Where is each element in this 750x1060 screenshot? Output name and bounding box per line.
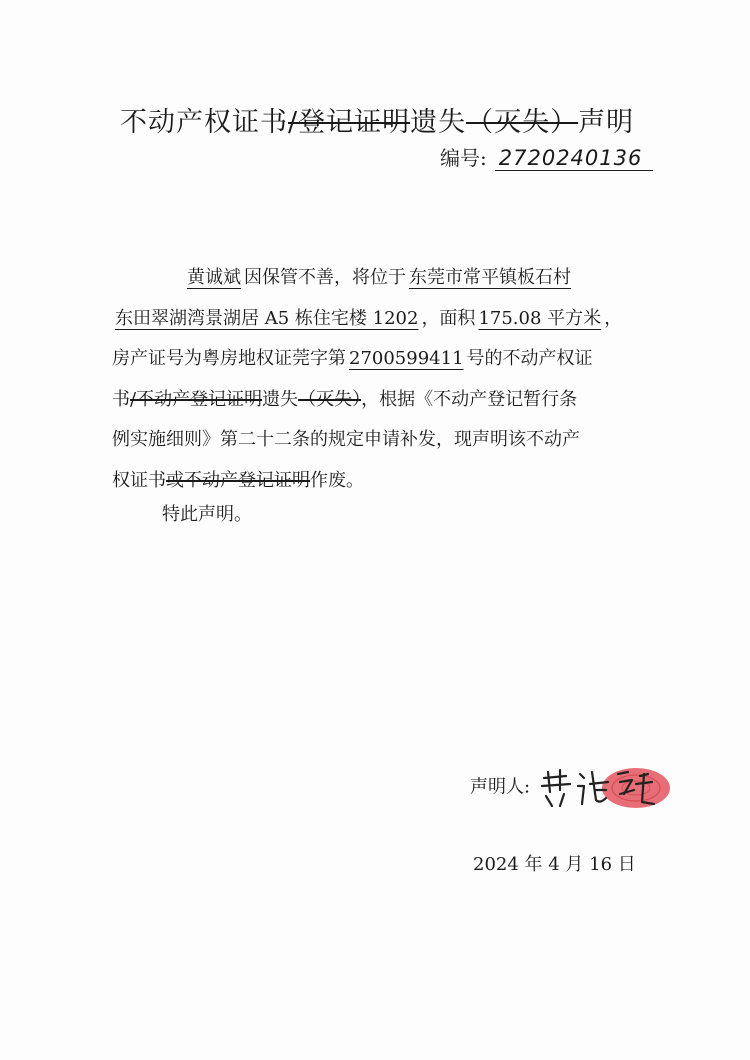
area-value: 175.08 平方米 — [478, 307, 602, 329]
address-part-2: 东田翠湖湾景湖居 A5 栋住宅楼 1202 — [115, 307, 419, 329]
number-label: 编号: — [440, 146, 487, 170]
signature-label: 声明人: — [470, 776, 531, 798]
number-value: 2720240136 — [495, 146, 653, 171]
body-line-4 — [112, 380, 642, 421]
body-text-8: ，根据《不动产登记暂行条 — [361, 388, 578, 410]
certificate-number: 2700599411 — [349, 348, 464, 369]
body-text-11: 作废。 — [310, 469, 364, 491]
title-part-declaration: 声明 — [578, 107, 635, 138]
body-text-6: 书 — [112, 388, 130, 410]
title-part-certificate: 不动产权证书 — [120, 107, 288, 138]
body-text-9: 例实施细则》第二十二条的规定申请补发，现声明该不动产 — [112, 429, 580, 450]
body-text-2: ，面积 — [421, 307, 476, 329]
closing-statement: 特此声明。 — [162, 504, 252, 525]
body-text-10: 权证书 — [112, 469, 166, 491]
handwritten-signature — [536, 760, 676, 815]
title-struck-registration: /登记证明 — [288, 107, 411, 138]
body-line-3 — [112, 339, 642, 380]
page-title — [120, 100, 634, 139]
declaration-date: 2024 年 4 月 16 日 — [473, 854, 636, 875]
body-text-1: 因保管不善，将位于 — [244, 267, 406, 288]
signature-image — [536, 760, 676, 815]
signature-row — [470, 760, 676, 815]
body-text-3: ， — [604, 307, 623, 329]
address-part-1: 东莞市常平镇板石村 — [409, 267, 571, 288]
struck-destroyed: （灭失） — [298, 388, 362, 410]
declarant-name: 黄诚斌 — [187, 267, 241, 288]
body-line-1 — [112, 258, 642, 299]
struck-registration-1: /不动产登记证明 — [130, 388, 263, 410]
body-text-4: 房产证号为粤房地权证莞字第 — [112, 348, 346, 369]
body-line-2 — [112, 299, 642, 340]
body-text-5: 号的不动产权证 — [466, 348, 593, 369]
body-text-7: 遗失 — [262, 388, 299, 410]
title-struck-destroyed: （灭失） — [466, 107, 579, 138]
document-number-row — [440, 142, 653, 171]
title-part-lost: 遗失 — [410, 107, 467, 138]
body-line-5 — [112, 420, 642, 461]
body-line-6 — [112, 461, 642, 502]
struck-registration-2: 或不动产登记证明 — [166, 469, 310, 491]
declaration-body — [112, 258, 642, 501]
